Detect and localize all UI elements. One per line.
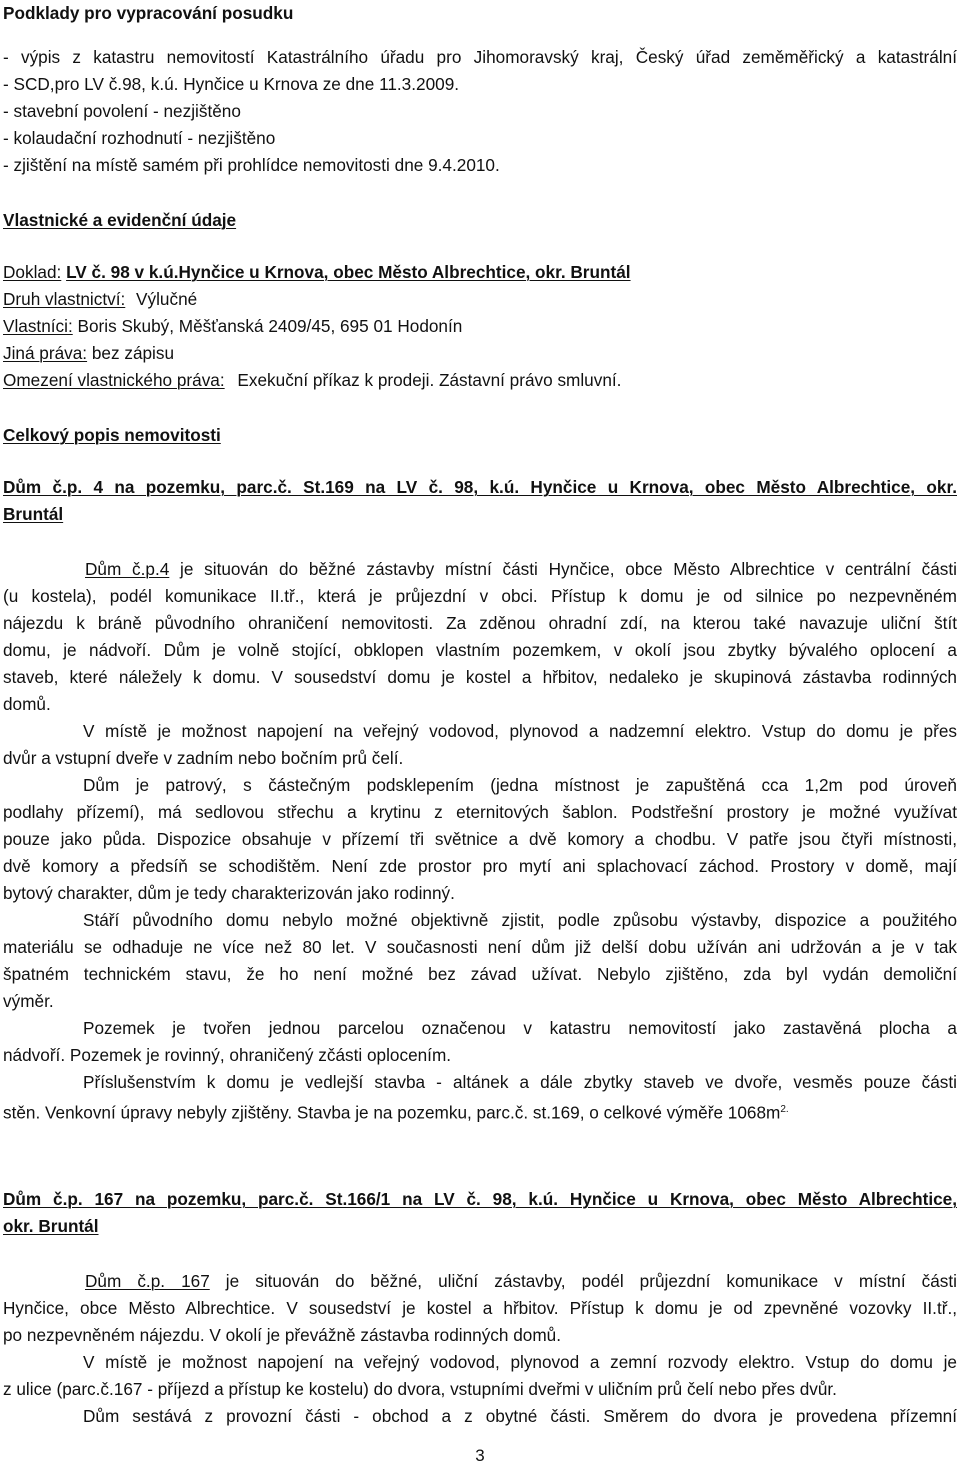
doklad-label: Doklad:: [3, 262, 62, 282]
house1-para-line: Příslušenstvím k domu je vedlejší stavba - altánek a dále zbytky staveb ve dvoře, vesměs pouze části: [83, 1072, 957, 1092]
house1-para-line: domů.: [3, 694, 51, 714]
druh-value: Výlučné: [136, 289, 198, 309]
house1-para-line: Pozemek je tvořen jednou parcelou označenou v katastru nemovitostí jako zastavěná plocha a: [83, 1018, 957, 1038]
house1-para-line: staveb, které náležely k domu. V sousedství domu je kostel a hřbitov, nedaleko je skupinová zástavba rodinných: [3, 667, 957, 687]
source-line: - výpis z katastru nemovitostí Katastrálního úřadu pro Jihomoravský kraj, Český úřad zeměměřický a katastrální: [3, 47, 957, 67]
source-line: - SCD,pro LV č.98, k.ú. Hynčice u Krnova ze dne 11.3.2009.: [3, 74, 460, 94]
house1-para-line: pouze jako půda. Dispozice obsahuje v přízemí tři světnice a dvě komory a chodbu. V patře jsou čtyři místnosti,: [3, 829, 957, 849]
house1-title: Dům č.p. 4 na pozemku, parc.č. St.169 na LV č. 98, k.ú. Hynčice u Krnova, obec Město Albrechtice, okr.: [3, 477, 957, 497]
ownership-vlastnici: [3, 313, 957, 340]
house1-para-line: Dům č.p.4 je situován do běžné zástavby místní části Hynčice, obce Město Albrechtice v centrální části: [85, 559, 957, 579]
house2-title-cont: okr. Bruntál: [3, 1216, 99, 1236]
heading-ownership: Vlastnické a evidenční údaje: [3, 210, 237, 230]
page-number: 3: [475, 1446, 485, 1465]
druh-label: Druh vlastnictví:: [3, 289, 126, 309]
ownership-druh: [3, 286, 957, 313]
house1-para-line: podlahy přízemí), má sedlovou střechu a krytinu z eternitových šablon. Podstřešní prostory je možné využívat: [3, 802, 957, 822]
house2-intro: Dům č.p. 167: [85, 1271, 210, 1291]
house1-para-line: materiálu se odhaduje ne více než 80 let. V současnosti není dům již delší dobu užíván ani udržován a je v tak: [3, 937, 957, 957]
jina-label: Jiná práva:: [3, 343, 88, 363]
house1-para-line: bytový charakter, dům je tedy charakterizován jako rodinný.: [3, 883, 455, 903]
house1-para-line: dvůr a vstupní dveře v zadním nebo bočním prů čelí.: [3, 748, 404, 768]
superscript-2: 2.: [780, 1104, 789, 1115]
house1-para-line: Stáří původního domu nebylo možné objektivně zjistit, podle způsobu výstavby, dispozice a použitého: [83, 910, 957, 930]
house1-title-cont: Bruntál: [3, 504, 64, 524]
house1-para-line: stěn. Venkovní úpravy nebyly zjištěny. Stavba je na pozemku, parc.č. st.169, o celkové výměře $1068m^{2.}$: [3, 1102, 789, 1123]
house2-para-line: Dům č.p. 167 je situován do běžné, uliční zástavby, podél průjezdní komunikace v místní části: [85, 1271, 957, 1291]
house2-para-line: Dům sestává z provozní části - obchod a z obytné části. Směrem do dvora je provedena přízemní: [83, 1406, 957, 1426]
house1-para-line: nájezdu k bráně původního ohraničení nemovitosti. Za zděnou ohradní zdí, na kterou také navazuje uliční štít: [3, 613, 957, 633]
house1-para-line: Dům je patrový, s částečným podsklepením (jedna místnost je zapuštěná cca 1,2m pod úroveň: [83, 775, 957, 795]
house1-para-line: výměr.: [3, 991, 54, 1011]
vlastnici-label: Vlastníci:: [3, 316, 73, 336]
source-line: - zjištění na místě samém při prohlídce nemovitosti dne 9.4.2010.: [3, 155, 500, 175]
house1-para-line: (u kostela), podél komunikace II.tř., která je průjezdní v obci. Přístup k domu je od silnice po nezpevněném: [3, 586, 957, 606]
house1-para-line: dvě komory a předsíň se schodištěm. Není zde prostor pro mytí ani splachovací záchod. Prostory v domě, mají: [3, 856, 957, 876]
ownership-omezeni: [3, 367, 957, 394]
doklad-value: LV č. 98 v k.ú.Hynčice u Krnova, obec Město Albrechtice, okr. Bruntál: [66, 262, 631, 282]
source-line: - stavební povolení - nezjištěno: [3, 101, 241, 121]
house1-para-line: špatném technickém stavu, že ho není možné bez závad užívat. Nebylo zjištěno, zda byl vydán demoliční: [3, 964, 957, 984]
house1-para-line: domu, je nádvoří. Dům je volně stojící, obklopen vlastním pozemkem, v okolí jsou zbytky bývalého oplocení a: [3, 640, 957, 660]
house2-para-line: V místě je možnost napojení na veřejný vodovod, plynovod a zemní rozvody elektro. Vstup do domu je: [83, 1352, 957, 1372]
ownership-jina: [3, 340, 957, 367]
vlastnici-value: Boris Skubý, Měšťanská 2409/45, 695 01 Hodonín: [77, 316, 463, 336]
house2-para-line: Hynčice, obce Město Albrechtice. V sousedství je kostel a hřbitov. Přístup k domu je od zpevněné vozovky II.tř.,: [3, 1298, 957, 1318]
heading-sources: Podklady pro vypracování posudku: [3, 3, 294, 23]
house1-para-line: V místě je možnost napojení na veřejný vodovod, plynovod a nadzemní elektro. Vstup do domu je přes: [83, 721, 957, 741]
heading-description: Celkový popis nemovitosti: [3, 425, 221, 445]
ownership-doklad: [3, 259, 957, 286]
house2-para-line: z ulice (parc.č.167 - příjezd a přístup ke kostelu) do dvora, vstupními dveřmi v uličním prů čelí nebo přes dvůr.: [3, 1379, 837, 1399]
house2-para-line: po nezpevněném nájezdu. V okolí je převážně zástavba rodinných domů.: [3, 1325, 561, 1345]
house1-para-line: nádvoří. Pozemek je rovinný, ohraničený zčásti oplocením.: [3, 1045, 452, 1065]
house2-title: Dům č.p. 167 na pozemku, parc.č. St.166/1 na LV č. 98, k.ú. Hynčice u Krnova, obec Město Albrechtice,: [3, 1189, 957, 1209]
jina-value: bez zápisu: [91, 343, 175, 363]
omezeni-value: Exekuční příkaz k prodeji. Zástavní právo smluvní.: [237, 370, 622, 390]
omezeni-label: Omezení vlastnického práva:: [3, 370, 225, 390]
source-line: - kolaudační rozhodnutí - nezjištěno: [3, 128, 276, 148]
house1-intro: Dům č.p.4: [85, 559, 170, 579]
